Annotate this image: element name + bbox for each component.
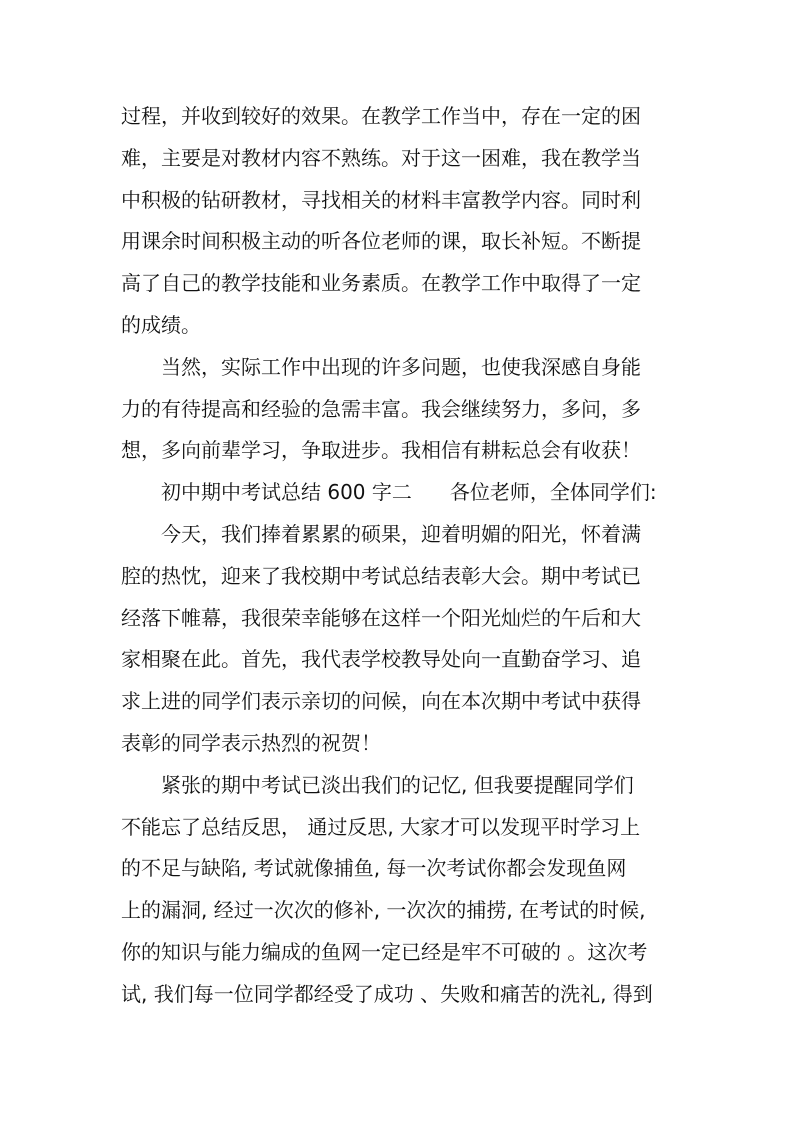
paragraph-start-line: 当然，实际工作中出现的许多问题，也使我深感自身能 [161, 354, 641, 379]
body-text [121, 96, 687, 1016]
text-line: 力的有待提高和经验的急需丰富。我会继续努力，多问，多 [121, 396, 641, 421]
paragraph-start-line: 紧张的期中考试已淡出我们的记忆, 但我要提醒同学们 [161, 772, 634, 797]
section-title: 初中期中考试总结 600 字二 [161, 480, 412, 505]
text-line: 的成绩。 [121, 312, 201, 337]
text-line: 想，多向前辈学习，争取进步。我相信有耕耘总会有收获！ [121, 438, 641, 463]
text-line: 不能忘了总结反思， 通过反思, 大家才可以发现平时学习上 [121, 814, 641, 839]
text-line: 过程，并收到较好的效果。在教学工作当中，存在一定的困 [121, 104, 641, 128]
text-line: 高了自己的教学技能和业务素质。在教学工作中取得了一定 [121, 271, 641, 296]
salutation: 各位老师，全体同学们: [449, 480, 657, 505]
text-line: 试, 我们每一位同学都经受了成功 、失败和痛苦的洗礼, 得到 [121, 981, 653, 1006]
text-line: 中积极的钻研教材，寻找相关的材料丰富教学内容。同时利 [121, 187, 641, 212]
text-line: 你的知识与能力编成的鱼网一定已经是牢不可破的 。这次考 [121, 939, 648, 964]
text-line: 经落下帷幕，我很荣幸能够在这样一个阳光灿烂的午后和大 [121, 605, 641, 630]
text-line: 腔的热忱，迎来了我校期中考试总结表彰大会。期中考试已 [121, 563, 641, 588]
section-heading-line [121, 472, 687, 514]
text-line: 难，主要是对教材内容不熟练。对于这一困难，我在教学当 [121, 145, 641, 170]
text-line: 用课余时间积极主动的听各位老师的课，取长补短。不断提 [121, 229, 641, 254]
text-line: 的不足与缺陷, 考试就像捕鱼, 每一次考试你都会发现鱼网 [121, 856, 627, 881]
text-line: 表彰的同学表示热烈的祝贺！ [121, 730, 381, 755]
paragraph-start-line: 今天，我们捧着累累的硕果，迎着明媚的阳光，怀着满 [161, 521, 641, 546]
text-line: 求上进的同学们表示亲切的问候，向在本次期中考试中获得 [121, 689, 641, 714]
text-line: 上的漏洞, 经过一次次的修补, 一次次的捕捞, 在考试的时候, [121, 898, 646, 923]
text-line: 家相聚在此。首先，我代表学校教导处向一直勤奋学习、追 [121, 647, 641, 672]
